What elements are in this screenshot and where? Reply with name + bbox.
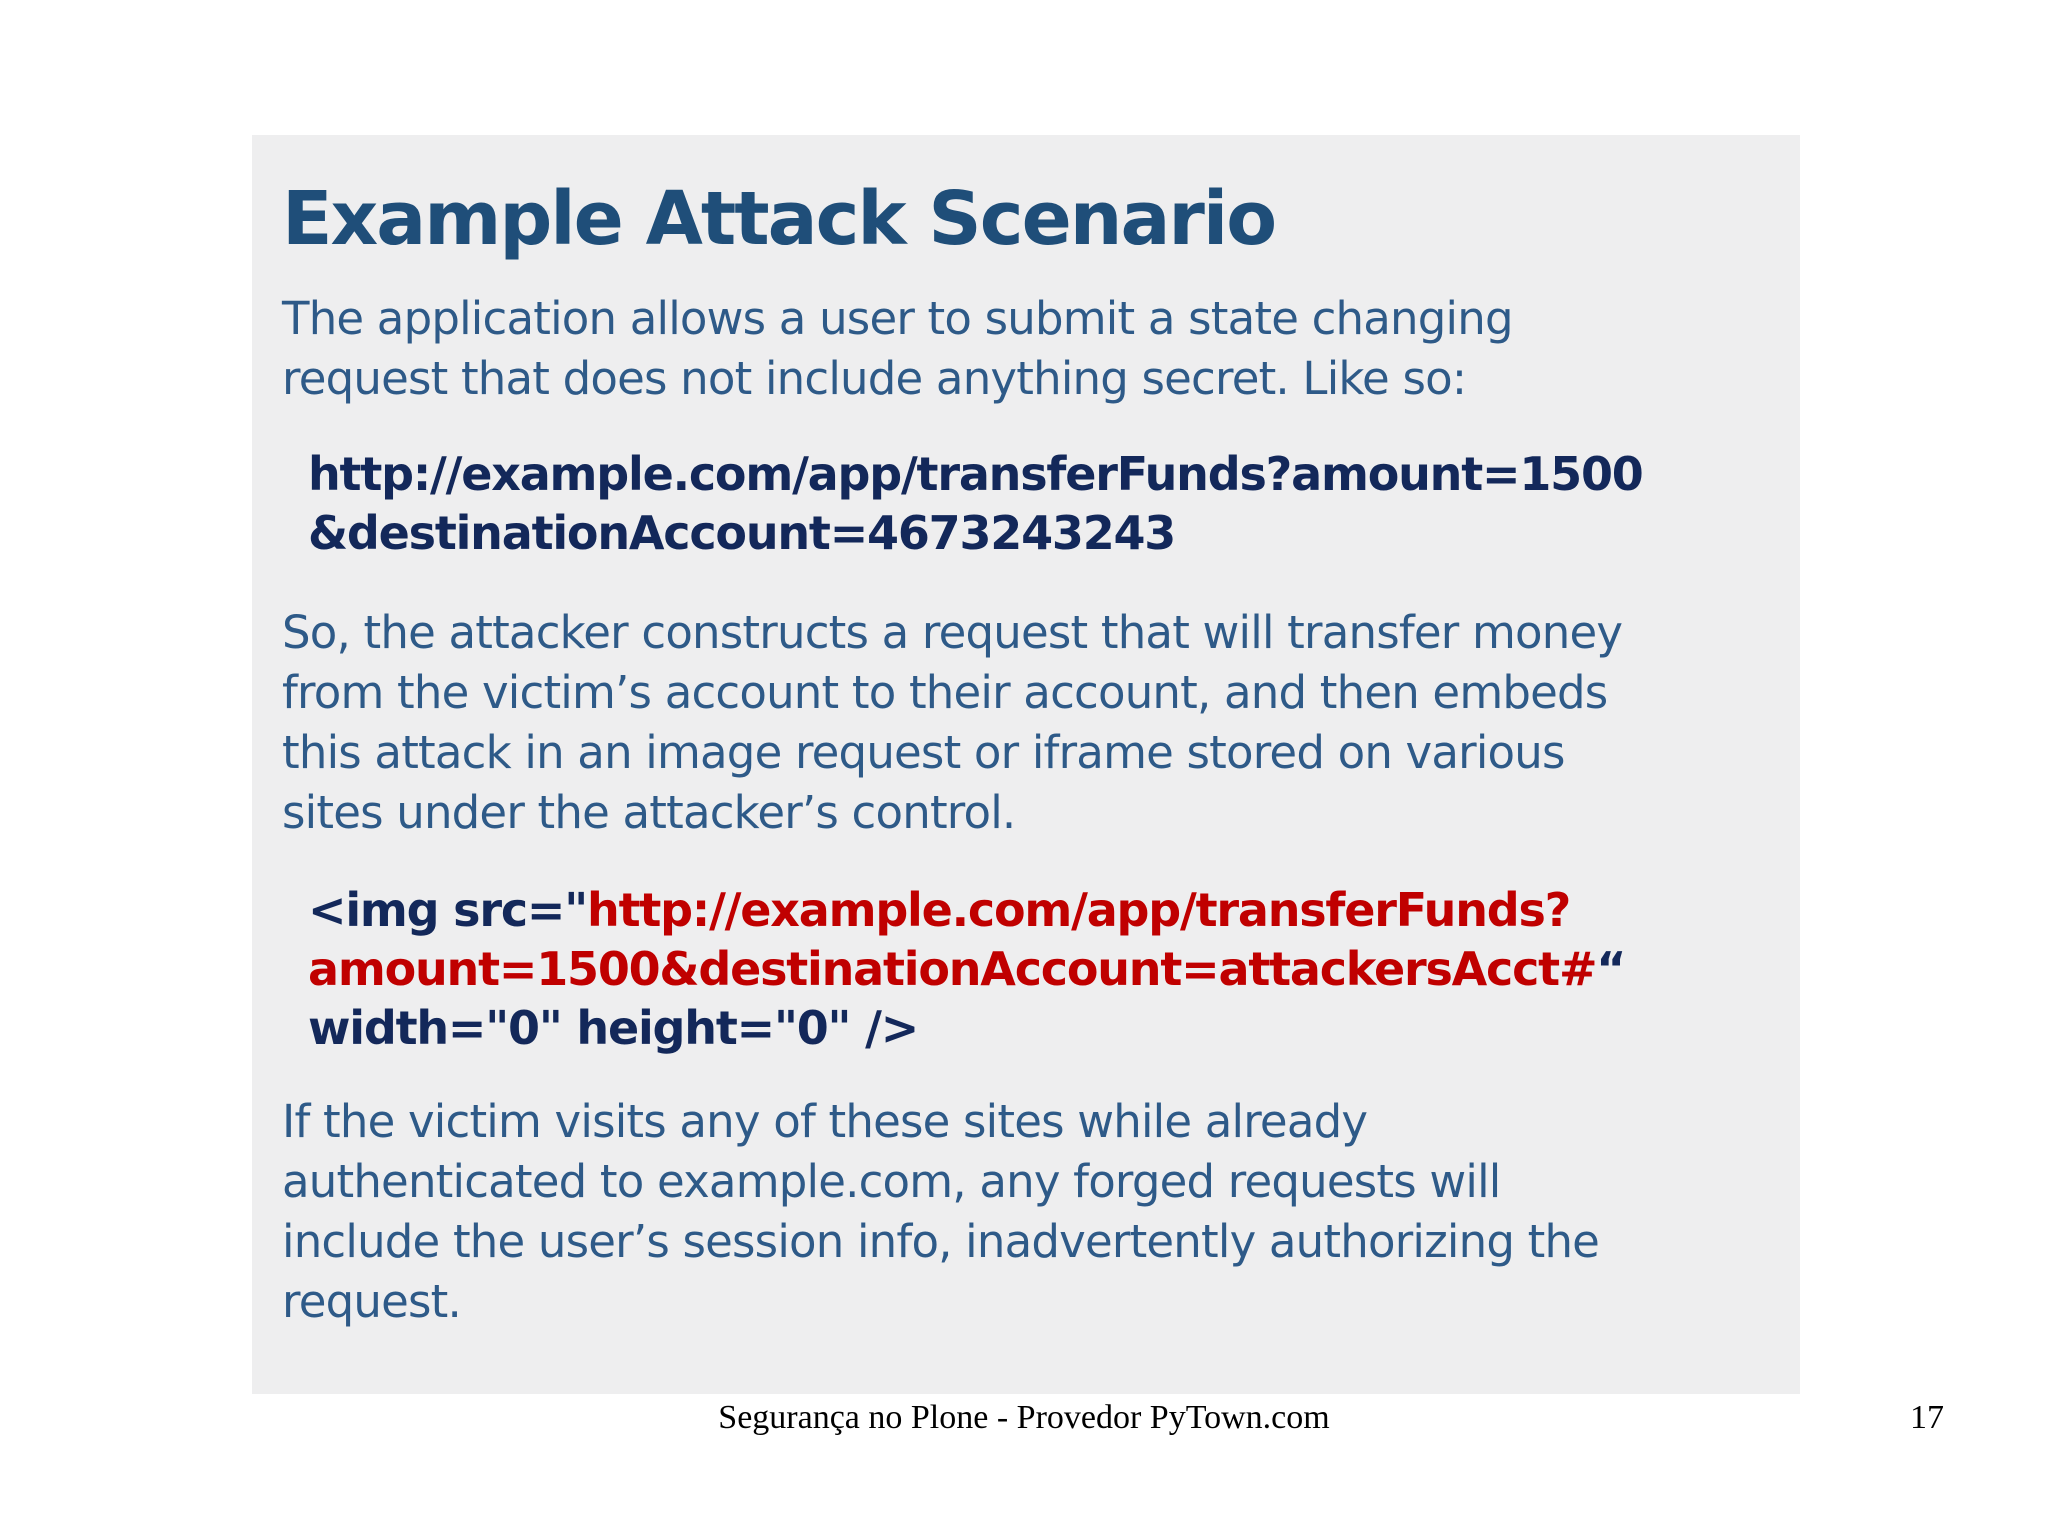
conclusion-line: If the victim visits any of these sites while already bbox=[282, 1095, 1368, 1148]
url-example-line: &destinationAccount=4673243243 bbox=[308, 506, 1176, 560]
conclusion-line: include the user’s session info, inadvertently authorizing the bbox=[282, 1215, 1600, 1268]
img-tag-suffix: width="0" height="0" /> bbox=[308, 1001, 919, 1055]
attack-description-line: sites under the attacker’s control. bbox=[282, 786, 1016, 839]
intro-paragraph bbox=[282, 289, 1770, 409]
footer-text: Segurança no Plone - Provedor PyTown.com bbox=[718, 1399, 1330, 1436]
url-example-line: http://example.com/app/transferFunds?amount=1500 bbox=[308, 447, 1643, 501]
attack-description-line: So, the attacker constructs a request that will transfer money bbox=[282, 606, 1623, 659]
intro-line: The application allows a user to submit a state changing bbox=[282, 292, 1513, 345]
img-tag-url-part-1: http://example.com/app/transferFunds? bbox=[587, 883, 1571, 937]
conclusion-paragraph bbox=[282, 1092, 1770, 1332]
slide-image-panel bbox=[252, 135, 1800, 1394]
attack-description-line: from the victim’s account to their account, and then embeds bbox=[282, 666, 1608, 719]
conclusion-line: request. bbox=[282, 1275, 461, 1328]
slide-title: Example Attack Scenario bbox=[282, 176, 1276, 262]
img-tag-example bbox=[282, 881, 1770, 1058]
url-example bbox=[282, 445, 1770, 563]
img-tag-quote-close: “ bbox=[1596, 942, 1626, 996]
attack-description bbox=[282, 603, 1770, 843]
img-tag-url-part-2: amount=1500&destinationAccount=attackersAcct# bbox=[308, 942, 1597, 996]
img-tag-line-1 bbox=[308, 881, 1770, 940]
page-number: 17 bbox=[1910, 1399, 1944, 1436]
img-tag-line-2 bbox=[308, 940, 1770, 999]
conclusion-line: authenticated to example.com, any forged requests will bbox=[282, 1155, 1501, 1208]
img-tag-prefix: <img src=" bbox=[308, 883, 588, 937]
intro-line: request that does not include anything secret. Like so: bbox=[282, 352, 1467, 405]
attack-description-line: this attack in an image request or iframe stored on various bbox=[282, 726, 1565, 779]
